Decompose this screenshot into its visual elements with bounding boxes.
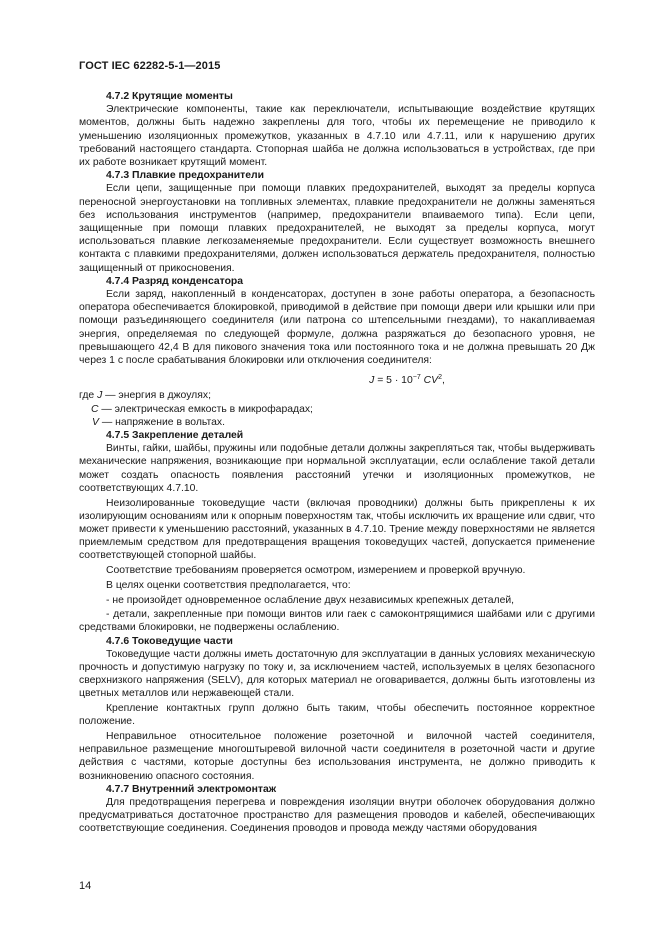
- section-heading: 4.7.5 Закрепление деталей: [106, 430, 244, 442]
- section-heading: 4.7.3 Плавкие предохранители: [106, 170, 264, 182]
- paragraph: Неправильное относительное положение розеточной и вилочной частей соединителя, неправильное размещение многоштыревой вилочной части соединителя в розеточной части и другие действия с частями, которые доступны без использования инструмента, не должно приводить к возникновению опасного состояния.: [79, 731, 595, 782]
- where-text: — энергия в джоулях;: [102, 390, 211, 402]
- paragraph: Токоведущие части должны иметь достаточную для эксплуатации в данных условиях механическую прочность и допустимую нагрузку по току и, за исключением частей, используемых в целях безопасного сверхнизкого напряжения (SELV), для которых материал не оговаривается, должны быть изготовлены из цветных металлов или нержавеющей стали.: [79, 648, 595, 700]
- where-prefix: где: [79, 390, 98, 402]
- where-item: [79, 403, 595, 416]
- paragraph: Неизолированные токоведущие части (включая проводники) должны быть прикреплены к их изолирующим основаниям или к опорным поверхностям так, чтобы исключить их вращение или сдвиг, что может привести к уменьшению расстояний, указанных в 4.7.10. Трение между поверхностями не является приемлемым средством для предотвращения вращения токоведущих частей, допускается применение соответствующей стопорной шайбы.: [79, 497, 595, 562]
- where-item: [79, 389, 595, 402]
- paragraph: Соответствие требованиям проверяется осмотром, измерением и проверкой вручную.: [106, 565, 526, 577]
- section-heading: 4.7.2 Крутящие моменты: [106, 91, 233, 102]
- document-body: [79, 90, 595, 836]
- paragraph: Крепление контактных групп должно быть таким, чтобы обеспечить постоянное корректное положение.: [79, 703, 595, 728]
- section-heading: 4.7.6 Токоведущие части: [106, 635, 233, 647]
- paragraph: Если цепи, защищенные при помощи плавких предохранителей, выходят за пределы корпуса переносной энергоустановки на топливных элементах, плавкие предохранители не должны заменяться без использования инструментов (например, предохранители впаиваемого типа). Если цепи, защищенные при помощи плавких предохранителей, не выходят за пределы корпуса, могут использоваться плавкие легкозаменяемые предохранители. Если существует возможность внешнего контакта с плавкими предохранителями, должен использоваться держатель предохранителя, полностью защищенный от прикосновения.: [79, 183, 595, 274]
- list-item: - не произойдет одновременное ослабление двух независимых крепежных деталей,: [106, 594, 515, 606]
- where-text: — электрическая емкость в микрофарадах;: [98, 403, 313, 415]
- formula-symbol-j: J: [369, 375, 375, 387]
- where-text: — напряжение в вольтах.: [98, 416, 225, 428]
- formula-coefficient: = 5 · 10: [374, 375, 413, 387]
- paragraph: В целях оценки соответствия предполагается, что:: [106, 579, 351, 591]
- page-number: 14: [79, 880, 92, 892]
- where-symbol: J: [97, 390, 103, 402]
- document-header: ГОСТ IEC 62282-5-1—2015: [79, 60, 221, 72]
- paragraph: Если заряд, накопленный в конденсаторах, доступен в зоне работы оператора, а безопасность оператора обеспечивается блокировкой, приводимой в действие при помощи двери или крышки или при помощи разъединяющего соединителя (или патрона со штепсельными гнездами), то накапливаемая энергия, определяемая по следующей формуле, должна разряжаться до безопасного уровня, не превышающего 42,4 В для пикового значения тока или постоянного тока и не должна превышать 20 Дж через 1 с после срабатывания блокировки или отключения соединителя:: [79, 289, 595, 367]
- where-symbol: C: [91, 403, 99, 415]
- paragraph: Для предотвращения перегрева и повреждения изоляции внутри оболочек оборудования должно предусматриваться достаточное пространство для размещения проводов и кабелей, обеспечивающих соответствующие соединения. Соединения проводов и провода между частями оборудования: [79, 797, 595, 835]
- where-symbol: V: [92, 416, 99, 428]
- energy-formula: [79, 371, 595, 387]
- paragraph: Электрические компоненты, такие как переключатели, испытывающие воздействие крутящих моментов, должны быть надежно закреплены для того, чтобы их перемещение не приводило к уменьшению изоляционных промежутков, указанных в 4.7.10 или 4.7.11, или к нарушению других требований настоящего стандарта. Стопорная шайба не должна использоваться в устройствах, где при их работе возникает крутящий момент.: [79, 104, 595, 169]
- where-item: [79, 416, 595, 429]
- formula-cv: CV: [420, 375, 439, 387]
- list-item: - детали, закрепленные при помощи винтов или гаек с самоконтрящимися шайбами или с другими средствами блокировки, не подвержены ослаблению.: [79, 609, 595, 634]
- section-heading: 4.7.7 Внутренний электромонтаж: [106, 783, 277, 795]
- paragraph: Винты, гайки, шайбы, пружины или подобные детали должны закрепляться так, чтобы выдерживать механические напряжения, возникающие при нормальной эксплуатации, если ослабление такой детали может создать опасность появления расстояний утечки и изоляционных промежутков, не соответствующих 4.7.10.: [79, 443, 595, 494]
- formula-tail: ,: [441, 375, 445, 387]
- formula-square: 2: [438, 374, 442, 382]
- where-list: [79, 389, 595, 429]
- section-heading: 4.7.4 Разряд конденсатора: [106, 275, 244, 287]
- formula-exponent: −7: [412, 374, 421, 382]
